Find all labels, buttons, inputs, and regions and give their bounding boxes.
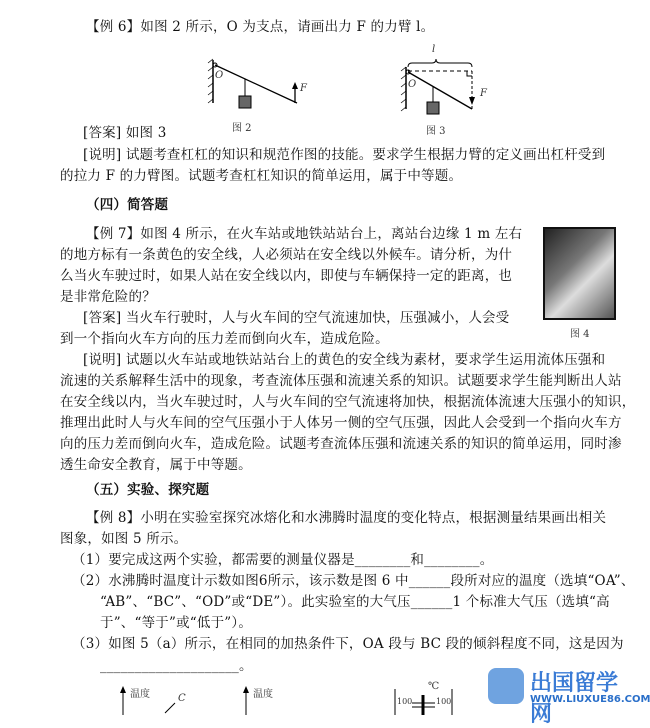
graph-a-point-c: C: [178, 693, 186, 704]
example-8-q3: ____________________。: [100, 658, 253, 674]
section-4-heading: （四）简答题: [86, 197, 169, 213]
example-8-q1: （1）要完成这两个实验，都需要的测量仪器是________和________。: [72, 552, 494, 568]
example-6-note-line: 的拉力 F 的力臂图。试题考查杠杠知识的简单运用，属于中等题。: [60, 168, 463, 184]
watermark-logo: [482, 666, 650, 727]
example-7-note: 推理出此时人与火车间的空气压强小于人体另一侧的空气压强，因此人会受到一个指向火车方: [60, 415, 622, 431]
figure-2-lever: [205, 55, 335, 135]
figure-4-station-photo: [543, 227, 616, 320]
figure-3-caption: 图 3: [426, 126, 446, 137]
section-5-heading: （五）实验、探究题: [86, 482, 210, 498]
logo-icon: [488, 668, 524, 704]
thermometer-unit: ℃: [428, 681, 440, 692]
fig3-l-label: l: [432, 44, 436, 55]
figure-2-caption: 图 2: [232, 123, 252, 134]
example-7-line: 的地方标有一条黄色的安全线，人必须站在安全线以外候车。请分析，为什: [60, 247, 513, 263]
example-7-note: 向的压力差而倒向火车，造成危险。试题考查流体压强和流速关系的知识的简单运用，同时渗: [60, 436, 622, 452]
thermometer-tick-right: 100: [436, 697, 452, 706]
figure-4-caption: 图 4: [570, 329, 590, 340]
example-7-answer: 到一个指向火车方向的压力差而倒向火车，造成危险。: [60, 331, 389, 347]
watermark-url: WWW.LIUXUE86.COM: [530, 694, 650, 705]
fig3-f-label: F: [480, 88, 487, 99]
example-7-line: 是非常危险的？: [60, 289, 156, 305]
example-7-line: 么当火车驶过时，如果人站在安全线以内，即使与车辆保持一定的距离，也: [60, 268, 513, 284]
example-8-q2: 于”、“等于”或“低于”）。: [100, 615, 253, 631]
example-8-line: 图象，如图 5 所示。: [60, 531, 188, 547]
thermometer-tick-left: 100: [397, 697, 413, 706]
example-6-answer: [答案] 如图 3: [83, 125, 167, 141]
example-7-line: 【例 7】如图 4 所示，在火车站或地铁站站台上，离站台边缘 1 m 左右: [86, 226, 523, 242]
example-8-q2: “AB”、“BC”、“OD”或“DE”）。此实验室的大气压______1 个标准大气压（选填“高: [100, 594, 610, 610]
watermark-name: 出国留学网: [530, 671, 619, 727]
graph-a-y-label: 温度: [130, 689, 150, 700]
graph-b-y-label: 温度: [253, 689, 273, 700]
example-7-note: 流速的关系解释生活中的现象，考查流体压强和流速关系的知识。试题要求学生能判断出人站: [60, 373, 622, 389]
example-6-question: 【例 6】如图 2 所示，O 为支点，请画出力 F 的力臂 l。: [86, 19, 435, 35]
fig3-o-label: O: [408, 79, 417, 90]
example-8-q3: （3）如图 5（a）所示，在相同的加热条件下，OA 段与 BC 段的倾斜程度不同，这是因为: [72, 636, 624, 652]
example-7-note: 透生命安全教育，属于中等题。: [60, 457, 252, 473]
example-8-line: 【例 8】小明在实验室探究冰熔化和水沸腾时温度的变化特点，根据测量结果画出相关: [86, 510, 607, 526]
fig2-f-label: F: [300, 83, 307, 94]
example-7-note: 在安全线以内，当火车驶过时，人与火车间的空气流速将加快，根据流体流速大压强小的知识，: [60, 394, 636, 410]
example-7-answer: [答案] 当火车行驶时，人与火车间的空气流速加快，压强减小，人会受: [83, 310, 510, 326]
example-6-note-line: [说明] 试题考查杠杠的知识和规范作图的技能。要求学生根据力臂的定义画出杠杆受到: [83, 147, 606, 163]
fig2-o-label: O: [215, 70, 224, 81]
example-8-q2: （2）水沸腾时温度计示数如图6所示，该示数是图 6 中______段所对应的温度（选填“OA”、: [72, 573, 635, 589]
example-7-note: [说明] 试题以火车站或地铁站站台上的黄色的安全线为素材，要求学生运用流体压强和: [83, 352, 606, 368]
